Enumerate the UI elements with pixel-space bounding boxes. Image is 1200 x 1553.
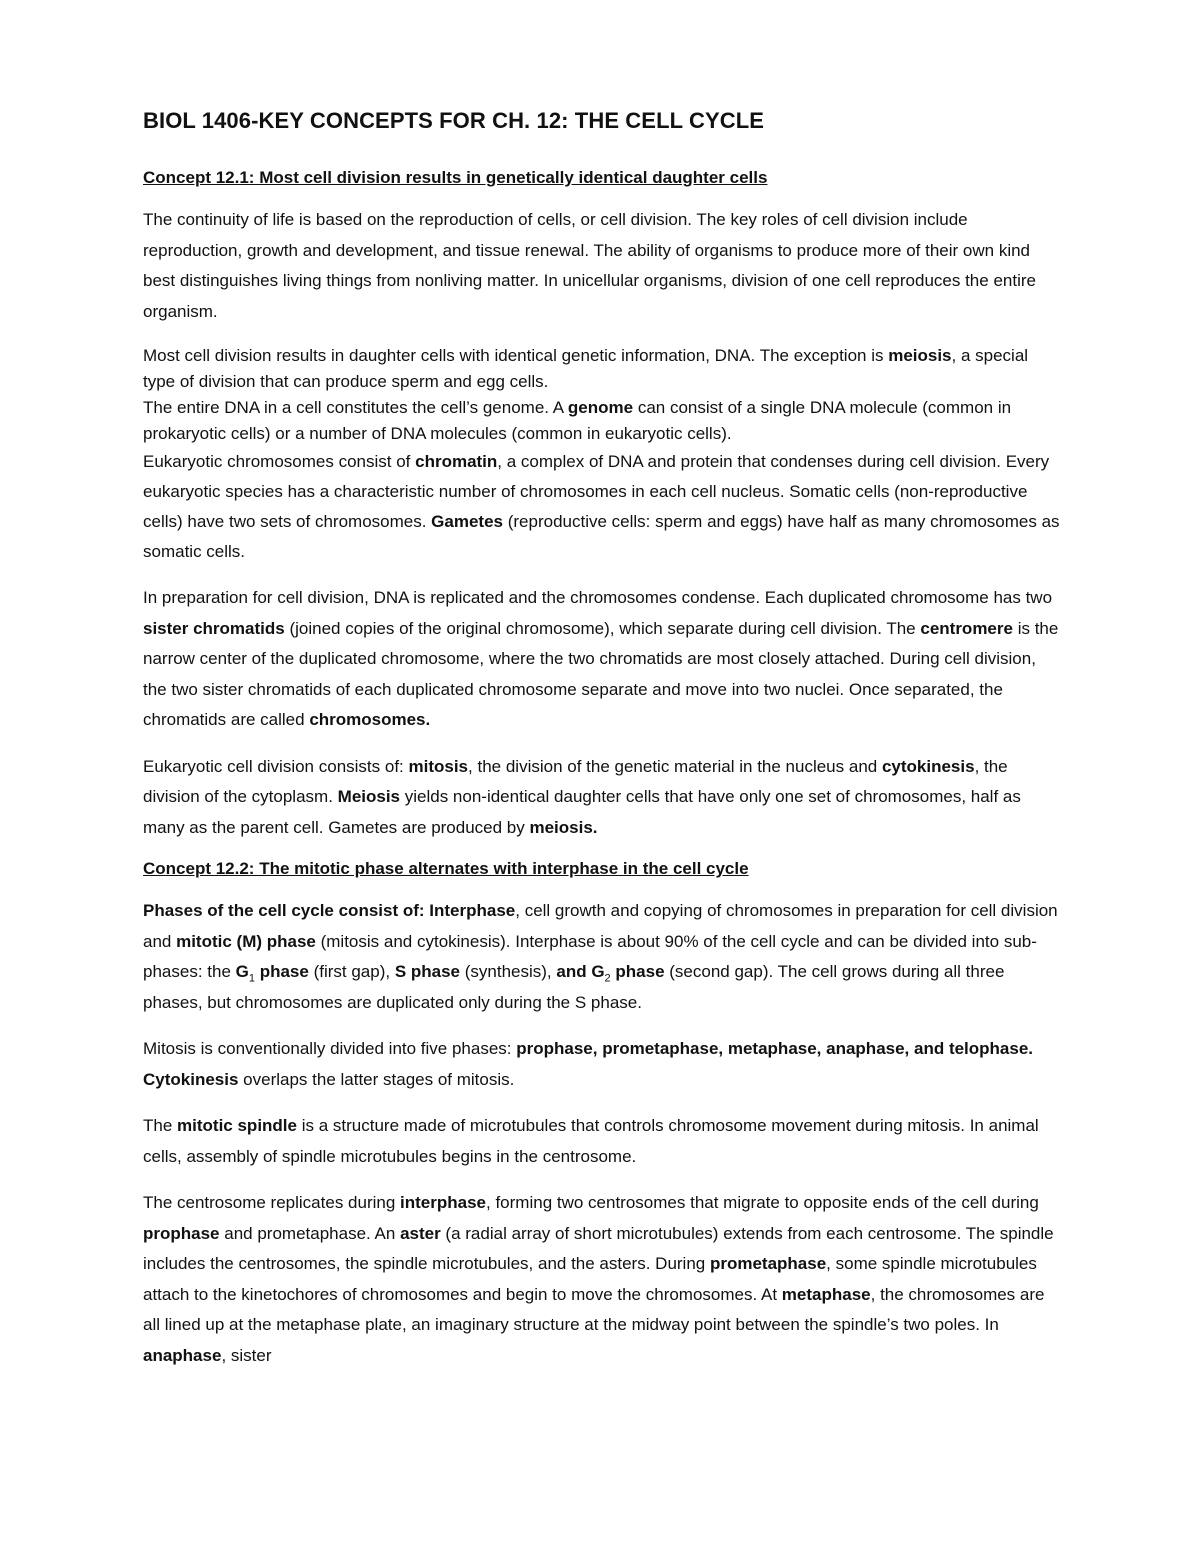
paragraph-daughter-cells: Most cell division results in daughter cells with identical genetic information, DNA. The exception is meiosis, a special type of division that can produce sperm and egg cells.	[143, 346, 1029, 391]
paragraph-mitosis-phases: Mitosis is conventionally divided into five phases: prophase, prometaphase, metaphase, anaphase, and telophase. Cytokinesis overlaps the latter stages of mitosis.	[143, 1039, 1034, 1089]
document-page	[143, 108, 1063, 1387]
paragraph-genome: The entire DNA in a cell constitutes the cell’s genome. A genome can consist of a single DNA molecule (common in prokaryotic cells) or a number of DNA molecules (common in eukaryotic cells).	[143, 398, 1012, 443]
term-chromatin: chromatin	[415, 452, 498, 471]
concept-12-1-heading: Concept 12.1: Most cell division results in genetically identical daughter cells	[143, 168, 768, 187]
term-meiosis-2: Meiosis	[337, 787, 401, 806]
paragraph-chromatin: Eukaryotic chromosomes consist of chromatin, a complex of DNA and protein that condenses during cell division. Every eukaryotic species has a characteristic number of chromosomes in each cell nucleus. Somatic cells (non-reproductive cells) have two sets of chromosomes. Gametes (reproductive cells: sperm and eggs) have half as many chromosomes as somatic cells.	[143, 452, 1060, 561]
term-chromosomes: chromosomes.	[309, 710, 431, 729]
paragraph-continuity-of-life: The continuity of life is based on the reproduction of cells, or cell division. The key roles of cell division include reproduction, growth and development, and tissue renewal. The ability of organisms to produce more of their own kind best distinguishes living things from nonliving matter. In unicellular organisms, division of one cell reproduces the entire organism.	[143, 210, 1036, 321]
paragraph-sister-chromatids: In preparation for cell division, DNA is replicated and the chromosomes condense. Each duplicated chromosome has two sister chromatids (joined copies of the original chromosome), which separate during cell division. The centromere is the narrow center of the duplicated chromosome, where the two chromatids are most closely attached. During cell division, the two sister chromatids of each duplicated chromosome separate and move into two nuclei. Once separated, the chromatids are called chromosomes.	[143, 588, 1059, 729]
term-mitosis-phases: prophase, prometaphase, metaphase, anaphase, and telophase. Cytokinesis	[143, 1039, 1034, 1089]
term-meiosis-3: meiosis.	[529, 817, 598, 837]
concept-12-2-heading: Concept 12.2: The mitotic phase alternates with interphase in the cell cycle	[143, 859, 749, 878]
term-gametes: Gametes	[431, 512, 503, 531]
term-mitotic-spindle: mitotic spindle	[177, 1116, 297, 1135]
paragraph-cell-cycle-phases: Phases of the cell cycle consist of: Interphase, cell growth and copying of chromosomes in preparation for cell division and mitotic (M) phase (mitosis and cytokinesis). Interphase is about 90% of the cell cycle and can be divided into sub-phases: the $G_1$ phase (first gap), S phase (synthesis), and $G_2$ phase (second gap). The cell grows during all three phases, but chromosomes are duplicated only during the S phase.	[143, 901, 1058, 1012]
paragraph-eukaryotic-division: Eukaryotic cell division consists of: mitosis, the division of the genetic material in the nucleus and cytokinesis, the division of the cytoplasm. Meiosis yields non-identical daughter cells that have only one set of chromosomes, half as many as the parent cell. Gametes are produced by meiosis.	[143, 756, 1021, 837]
paragraph-mitotic-spindle: The mitotic spindle is a structure made of microtubules that controls chromosome movement during mitosis. In animal cells, assembly of spindle microtubules begins in the centrosome.	[143, 1116, 1039, 1166]
term-sister-chromatids: sister chromatids	[143, 618, 285, 638]
term-centromere: centromere	[920, 618, 1013, 638]
paragraph-centrosome: The centrosome replicates during interphase, forming two centrosomes that migrate to opposite ends of the cell during prophase and prometaphase. An aster (a radial array of short microtubules) extends from each centrosome. The spindle includes the centrosomes, the spindle microtubules, and the asters. During prometaphase, some spindle microtubules attach to the kinetochores of chromosomes and begin to move the chromosomes. At metaphase, the chromosomes are all lined up at the metaphase plate, an imaginary structure at the midway point between the spindle’s two poles. In anaphase, sister	[143, 1193, 1054, 1365]
term-mitosis: mitosis	[408, 756, 469, 776]
term-cytokinesis: cytokinesis	[881, 756, 975, 776]
document-title: BIOL 1406-KEY CONCEPTS FOR CH. 12: THE CELL CYCLE	[143, 108, 765, 133]
term-genome: genome	[567, 398, 634, 417]
term-meiosis: meiosis	[888, 346, 952, 365]
